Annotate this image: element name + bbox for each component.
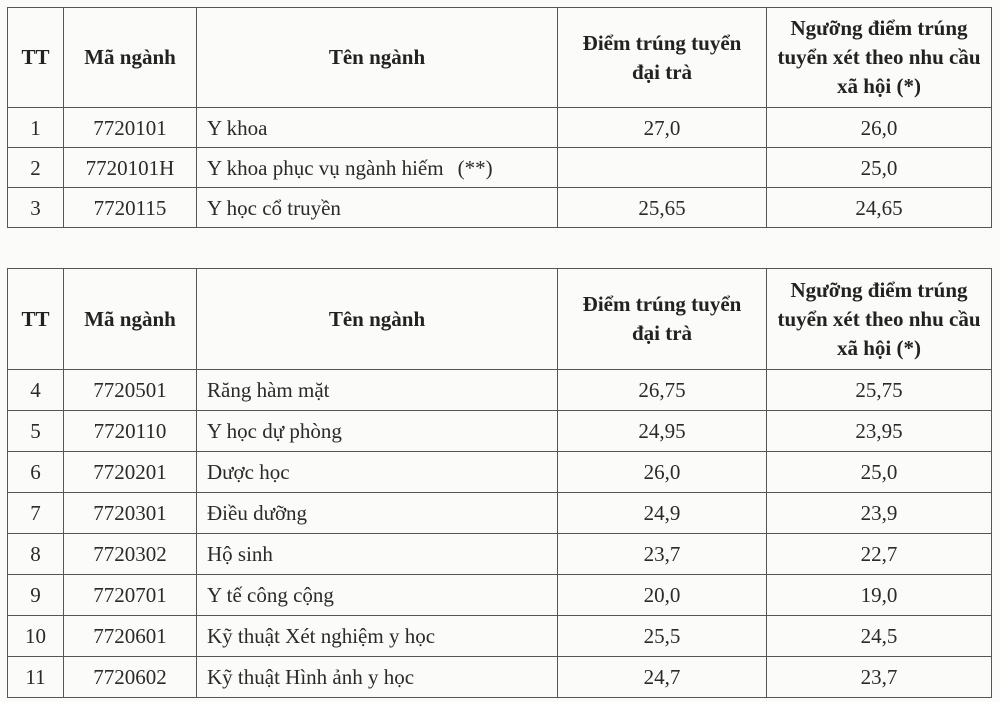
cell-score-social: 24,5	[767, 616, 992, 657]
footnote-marker: (**)	[457, 155, 493, 180]
cell-code: 7720601	[64, 616, 197, 657]
table-row	[8, 370, 992, 411]
cell-name	[197, 108, 558, 148]
cell-score-social: 23,7	[767, 657, 992, 698]
cell-score-social: 25,0	[767, 148, 992, 188]
table-row	[8, 411, 992, 452]
cell-code: 7720201	[64, 452, 197, 493]
table-row	[8, 108, 992, 148]
table-row	[8, 575, 992, 616]
cell-score-social: 19,0	[767, 575, 992, 616]
table-header-row	[8, 8, 992, 108]
cell-tt: 3	[8, 188, 64, 228]
major-name: Y học cổ truyền	[207, 195, 341, 220]
cell-tt: 6	[8, 452, 64, 493]
cell-tt: 2	[8, 148, 64, 188]
table-header-row	[8, 269, 992, 370]
cell-tt: 9	[8, 575, 64, 616]
cell-name: Kỹ thuật Xét nghiệm y học	[197, 616, 558, 657]
cell-score-general: 20,0	[558, 575, 767, 616]
header-name: Tên ngành	[197, 269, 558, 370]
table-row	[8, 452, 992, 493]
table-row	[8, 188, 992, 228]
cell-score-general: 24,7	[558, 657, 767, 698]
header-tt: TT	[8, 8, 64, 108]
header-tt: TT	[8, 269, 64, 370]
cell-name: Hộ sinh	[197, 534, 558, 575]
table-row	[8, 657, 992, 698]
header-score-general: Điểm trúng tuyển đại trà	[558, 8, 767, 108]
cell-code: 7720701	[64, 575, 197, 616]
admission-score-table-2	[7, 268, 992, 698]
cell-score-general: 24,9	[558, 493, 767, 534]
cell-tt: 5	[8, 411, 64, 452]
cell-tt: 10	[8, 616, 64, 657]
cell-score-general	[558, 148, 767, 188]
cell-tt: 1	[8, 108, 64, 148]
header-code: Mã ngành	[64, 269, 197, 370]
cell-code: 7720501	[64, 370, 197, 411]
cell-code: 7720115	[64, 188, 197, 228]
cell-name: Y học dự phòng	[197, 411, 558, 452]
cell-code: 7720101H	[64, 148, 197, 188]
cell-tt: 11	[8, 657, 64, 698]
admission-score-table-1	[7, 7, 992, 228]
cell-score-general: 26,0	[558, 452, 767, 493]
header-code: Mã ngành	[64, 8, 197, 108]
cell-name: Kỹ thuật Hình ảnh y học	[197, 657, 558, 698]
header-score-social: Ngưỡng điểm trúng tuyển xét theo nhu cầu xã hội (*)	[767, 8, 992, 108]
header-score-social: Ngưỡng điểm trúng tuyển xét theo nhu cầu xã hội (*)	[767, 269, 992, 370]
cell-name: Điều dưỡng	[197, 493, 558, 534]
cell-score-social: 26,0	[767, 108, 992, 148]
table-row	[8, 493, 992, 534]
cell-score-general: 25,5	[558, 616, 767, 657]
cell-tt: 7	[8, 493, 64, 534]
cell-score-general: 24,95	[558, 411, 767, 452]
cell-tt: 8	[8, 534, 64, 575]
cell-score-general: 26,75	[558, 370, 767, 411]
cell-name: Dược học	[197, 452, 558, 493]
cell-code: 7720602	[64, 657, 197, 698]
table-row	[8, 148, 992, 188]
header-name: Tên ngành	[197, 8, 558, 108]
cell-name: Y tế công cộng	[197, 575, 558, 616]
header-score-general: Điểm trúng tuyển đại trà	[558, 269, 767, 370]
major-name: Y khoa	[207, 115, 268, 140]
cell-score-social: 23,9	[767, 493, 992, 534]
cell-tt: 4	[8, 370, 64, 411]
cell-code: 7720101	[64, 108, 197, 148]
cell-score-general: 25,65	[558, 188, 767, 228]
major-name: Y khoa phục vụ ngành hiếm	[207, 155, 444, 180]
cell-score-general: 23,7	[558, 534, 767, 575]
cell-code: 7720301	[64, 493, 197, 534]
cell-score-social: 23,95	[767, 411, 992, 452]
cell-score-social: 25,75	[767, 370, 992, 411]
cell-score-general: 27,0	[558, 108, 767, 148]
table-row	[8, 616, 992, 657]
cell-name	[197, 148, 558, 188]
cell-name	[197, 188, 558, 228]
cell-score-social: 22,7	[767, 534, 992, 575]
cell-code: 7720110	[64, 411, 197, 452]
table-row	[8, 534, 992, 575]
cell-name: Răng hàm mặt	[197, 370, 558, 411]
cell-score-social: 24,65	[767, 188, 992, 228]
cell-code: 7720302	[64, 534, 197, 575]
cell-score-social: 25,0	[767, 452, 992, 493]
